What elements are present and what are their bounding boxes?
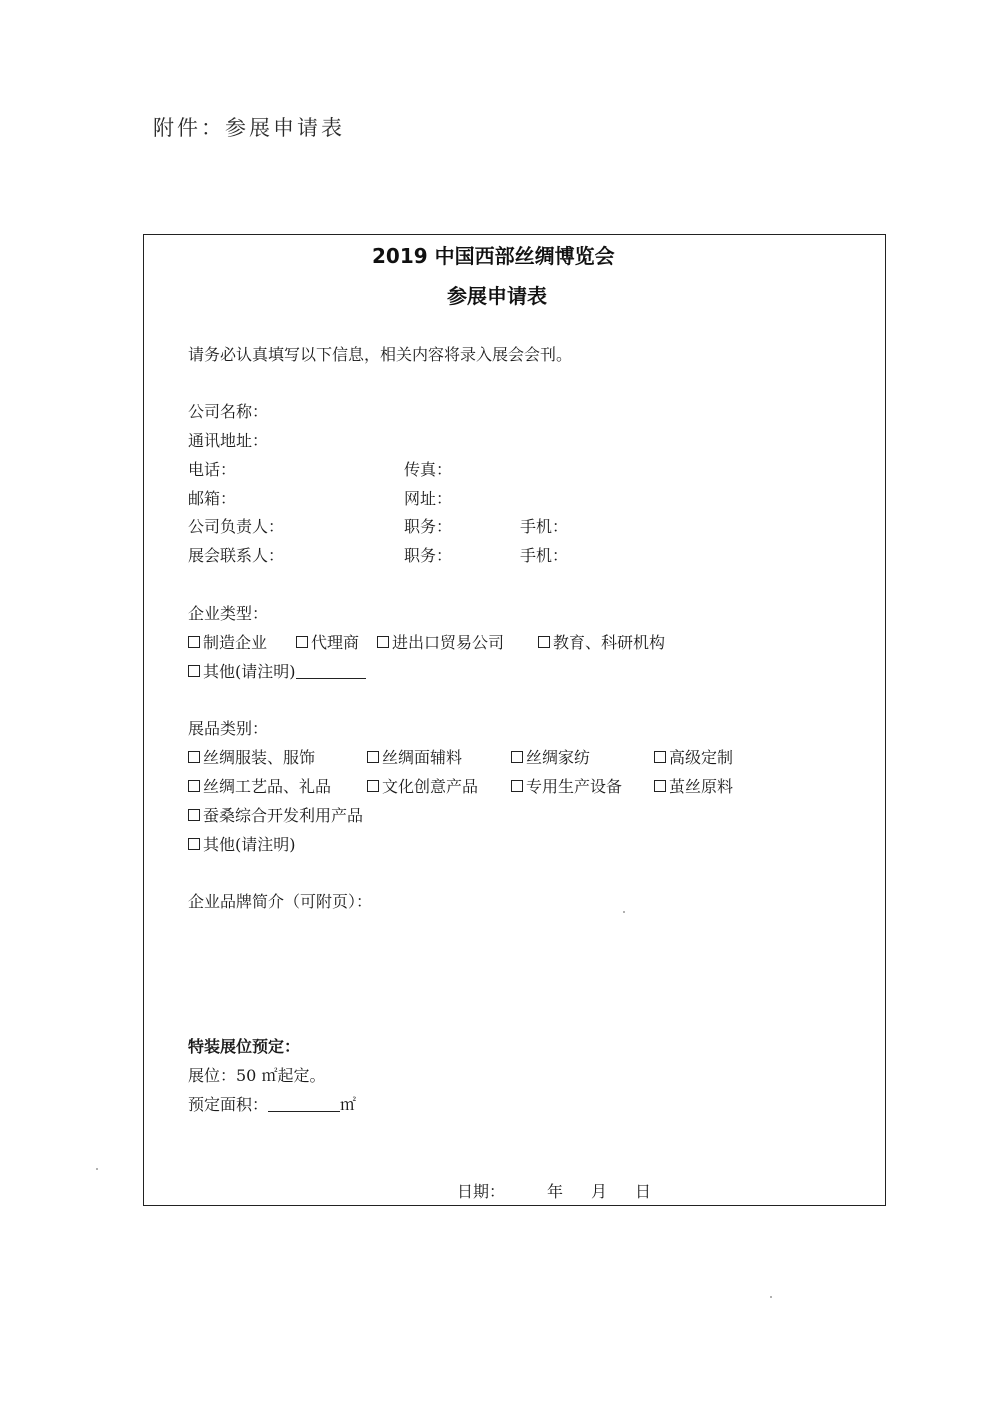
checkbox[interactable] [511,780,523,792]
address-label: 通讯地址： [188,431,269,450]
enterprise-option[interactable]: 代理商 [296,630,359,653]
product-option[interactable]: 茧丝原料 [654,774,733,797]
checkbox[interactable] [188,809,200,821]
product-option[interactable]: 丝绸服装、服饰 [188,745,315,768]
checkbox[interactable] [188,665,200,677]
product-option[interactable]: 丝绸面辅料 [367,745,462,768]
checkbox[interactable] [367,751,379,763]
booth-minimum-text: 展位：50 ㎡起定。 [188,1066,326,1085]
reserved-area-row: 预定面积： ㎡ [188,1095,357,1114]
date-day: 日 [635,1182,652,1201]
checkbox[interactable] [654,751,666,763]
enterprise-option[interactable]: 教育、科研机构 [538,630,665,653]
enterprise-option[interactable]: 进出口贸易公司 [377,630,504,653]
email-label: 邮箱： [188,489,237,508]
product-option[interactable]: 丝绸家纺 [511,745,590,768]
product-option-other[interactable]: 其他(请注明) [188,832,296,855]
checkbox[interactable] [188,636,200,648]
checkbox[interactable] [511,751,523,763]
checkbox[interactable] [188,780,200,792]
checkbox[interactable] [367,780,379,792]
scan-speck [770,1296,772,1298]
special-booth-label: 特装展位预定： [188,1037,301,1056]
form-title: 2019 中国西部丝绸博览会 [372,244,615,268]
date-month: 月 [591,1182,608,1201]
checkbox[interactable] [188,838,200,850]
product-option[interactable]: 文化创意产品 [367,774,478,797]
product-category-label: 展品类别： [188,719,269,738]
product-option[interactable]: 蚕桑综合开发利用产品 [188,803,363,826]
fax-label: 传真： [404,460,453,479]
contact-title-label: 职务： [404,546,453,565]
other-blank[interactable] [296,662,366,679]
company-head-label: 公司负责人： [188,517,285,536]
instruction-text: 请务必认真填写以下信息，相关内容将录入展会会刊。 [188,345,573,364]
checkbox[interactable] [377,636,389,648]
form-subtitle: 参展申请表 [447,284,547,308]
head-mobile-label: 手机： [520,517,569,536]
product-option[interactable]: 专用生产设备 [511,774,622,797]
brand-intro-label: 企业品牌简介（可附页）： [188,892,373,911]
enterprise-option[interactable]: 制造企业 [188,630,267,653]
enterprise-type-label: 企业类型： [188,604,269,623]
website-label: 网址： [404,489,453,508]
product-option[interactable]: 高级定制 [654,745,733,768]
date-year: 年 [547,1182,564,1201]
expo-contact-label: 展会联系人： [188,546,285,565]
checkbox[interactable] [654,780,666,792]
head-title-label: 职务： [404,517,453,536]
contact-mobile-label: 手机： [520,546,569,565]
attachment-label: 附件：参展申请表 [153,116,345,140]
area-blank[interactable] [268,1095,340,1112]
phone-label: 电话： [188,460,237,479]
checkbox[interactable] [538,636,550,648]
company-name-label: 公司名称： [188,402,269,421]
enterprise-option-other[interactable]: 其他(请注明) [188,659,366,682]
checkbox[interactable] [188,751,200,763]
checkbox[interactable] [296,636,308,648]
scan-speck [96,1168,98,1170]
date-label: 日期： [457,1182,506,1201]
product-option[interactable]: 丝绸工艺品、礼品 [188,774,331,797]
scan-speck [623,911,625,913]
